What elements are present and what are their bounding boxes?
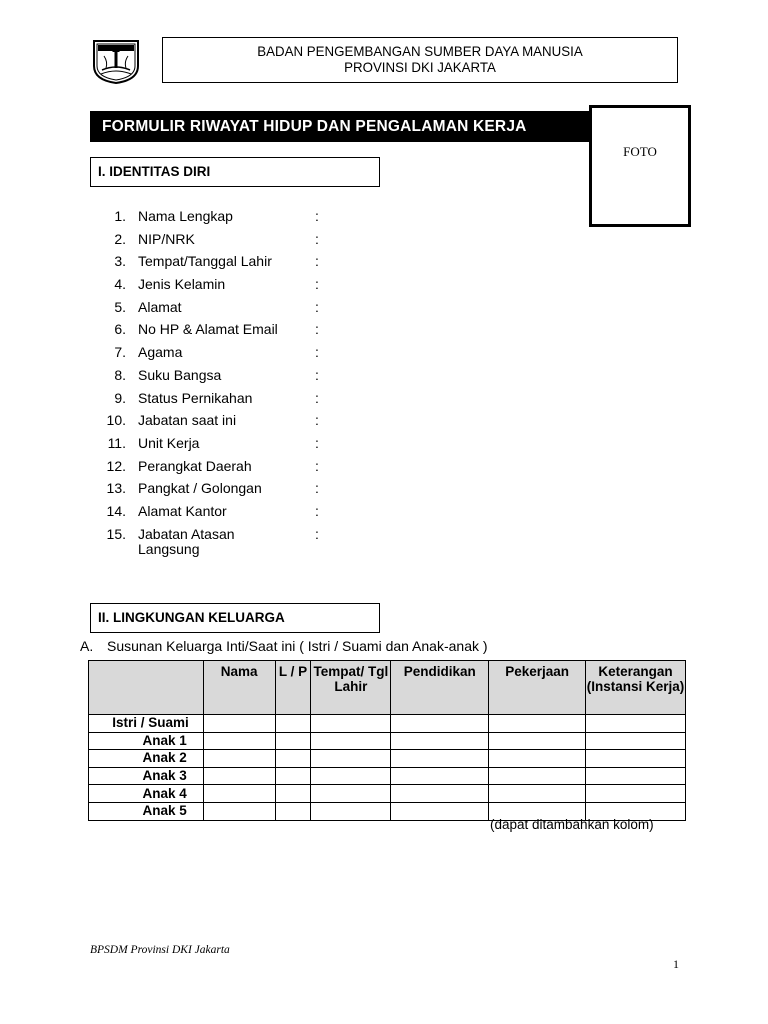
table-cell[interactable] [311,715,391,733]
identity-item: 10. Jabatan saat ini : [106,412,319,429]
table-cell[interactable] [586,732,686,750]
column-header: Keterangan (Instansi Kerja) [586,661,686,715]
table-cell[interactable] [586,767,686,785]
identity-item: 12. Perangkat Daerah : [106,457,319,474]
table-header-row [89,661,686,715]
table-cell[interactable] [586,750,686,768]
photo-label: FOTO [623,144,657,159]
table-cell[interactable] [203,715,275,733]
section-keluarga-title: II. LINGKUNGAN KELUARGA [90,603,380,633]
table-cell[interactable] [391,732,489,750]
identity-item: 3. Tempat/Tanggal Lahir : [114,253,319,270]
identity-item: 13. Pangkat / Golongan : [106,480,319,497]
table-row [89,785,686,803]
identity-item: 4. Jenis Kelamin : [114,276,319,293]
column-header: Pendidikan [391,661,489,715]
table-cell[interactable] [311,732,391,750]
column-header [89,661,204,715]
table-row [89,750,686,768]
subsection-title: Susunan Keluarga Inti/Saat ini ( Istri / Suami dan Anak-anak ) [107,638,488,654]
column-header: Nama [203,661,275,715]
table-cell[interactable] [391,750,489,768]
identity-item: 9. Status Pernikahan : [114,389,319,406]
agency-name: BADAN PENGEMBANGAN SUMBER DAYA MANUSIA [257,43,583,59]
identity-item: 6. No HP & Alamat Email : [114,321,319,338]
table-cell[interactable] [275,767,311,785]
row-label: Anak 1 [89,732,204,750]
table-cell[interactable] [311,785,391,803]
subsection-marker: A. [80,638,94,654]
row-label: Istri / Suami [89,715,204,733]
table-cell[interactable] [275,802,311,820]
row-label: Anak 4 [89,785,204,803]
table-cell[interactable] [203,785,275,803]
family-subsection-heading [80,638,488,654]
table-cell[interactable] [275,750,311,768]
footer-text: BPSDM Provinsi DKI Jakarta [90,944,230,956]
form-title: FORMULIR RIWAYAT HIDUP DAN PENGALAMAN KERJA [90,111,590,142]
row-label: Anak 2 [89,750,204,768]
row-label: Anak 3 [89,767,204,785]
identity-list [96,207,396,557]
table-cell[interactable] [391,767,489,785]
identity-item: 8. Suku Bangsa : [114,366,319,383]
identity-item: 5. Alamat : [114,298,319,315]
table-cell[interactable] [275,732,311,750]
table-row [89,767,686,785]
identity-item: 1. Nama Lengkap : [114,208,319,224]
identity-item: 15. Jabatan Atasan Langsung : [106,525,319,557]
identity-item: 2. NIP/NRK : [114,230,319,247]
table-cell[interactable] [391,802,489,820]
table-cell[interactable] [275,785,311,803]
table-cell[interactable] [203,732,275,750]
table-cell[interactable] [489,715,586,733]
identity-item: 7. Agama : [114,344,319,361]
dki-jakarta-logo [92,38,140,84]
table-cell[interactable] [203,802,275,820]
table-row [89,732,686,750]
table-cell[interactable] [586,715,686,733]
table-cell[interactable] [391,715,489,733]
table-cell[interactable] [311,750,391,768]
table-cell[interactable] [203,767,275,785]
photo-placeholder [589,105,691,227]
table-cell[interactable] [311,802,391,820]
table-cell[interactable] [391,785,489,803]
section-identitas-title: I. IDENTITAS DIRI [90,157,380,187]
table-cell[interactable] [489,750,586,768]
table-cell[interactable] [489,732,586,750]
column-header: Tempat/ Tgl Lahir [311,661,391,715]
row-label: Anak 5 [89,802,204,820]
identity-item: 14. Alamat Kantor : [106,502,319,519]
page-number: 1 [673,957,679,971]
agency-header [162,37,678,83]
agency-province: PROVINSI DKI JAKARTA [344,59,496,75]
table-cell[interactable] [489,785,586,803]
table-cell[interactable] [311,767,391,785]
table-cell[interactable] [586,785,686,803]
table-cell[interactable] [489,767,586,785]
table-row [89,715,686,733]
table-cell[interactable] [275,715,311,733]
column-header: L / P [275,661,311,715]
table-cell[interactable] [203,750,275,768]
column-header: Pekerjaan [489,661,586,715]
family-table [88,660,686,821]
identity-item: 11. Unit Kerja : [107,434,319,451]
table-note: (dapat ditambahkan kolom) [490,817,654,832]
